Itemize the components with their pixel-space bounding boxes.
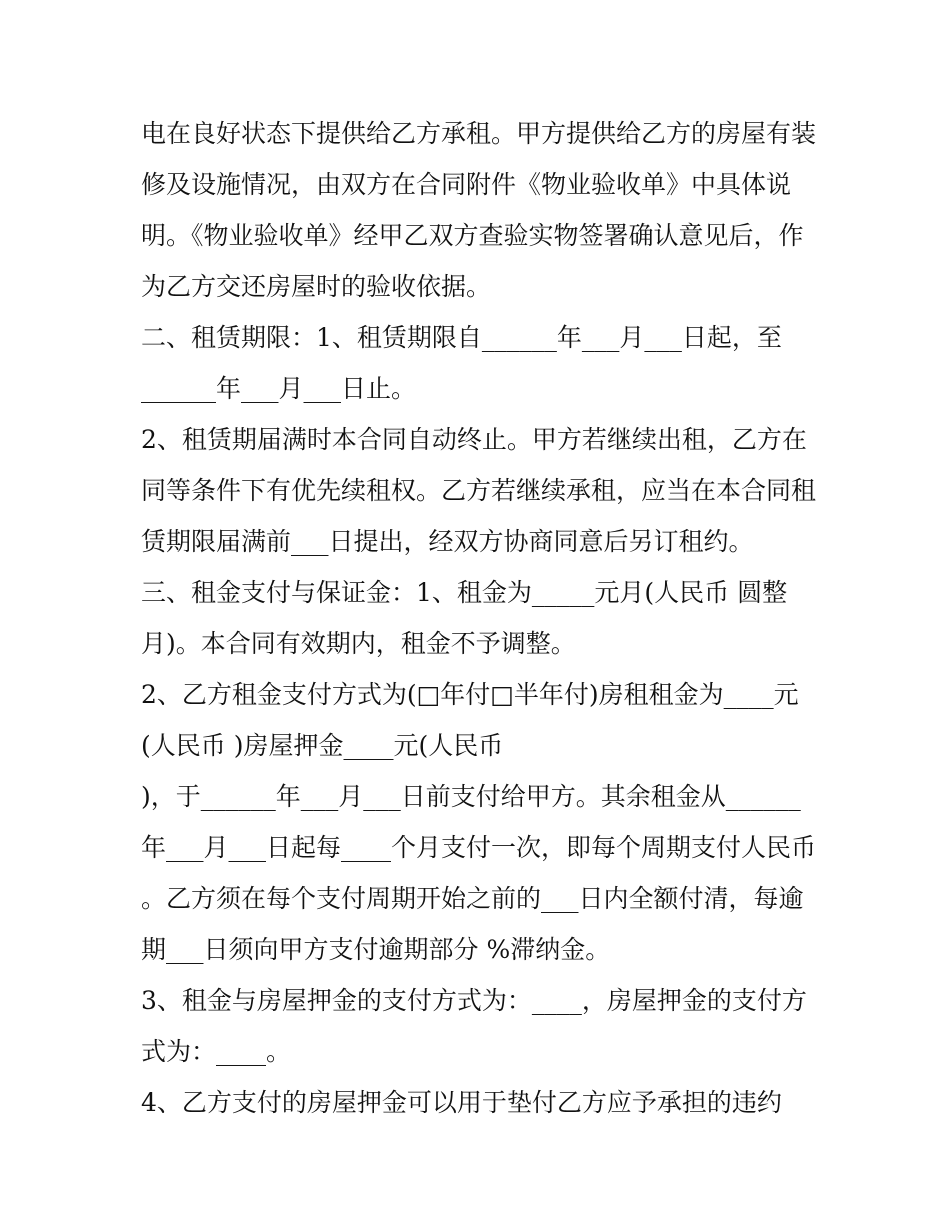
text-line: 二、租赁期限：1、租赁期限自______年___月___日起，至 (141, 323, 782, 352)
text-line: 月)。本合同有效期内，租金不予调整。 (141, 629, 576, 658)
text-line: 明。《物业验收单》经甲乙双方查验实物签署确认意见后，作 (141, 221, 804, 250)
text-line: ______年___月___日止。 (141, 374, 417, 403)
text-line: 赁期限届满前___日提出，经双方协商同意后另订租约。 (141, 527, 754, 556)
text-line: 式为：____。 (141, 1037, 292, 1066)
text-line: 3、租金与房屋押金的支付方式为：____，房屋押金的支付方 (141, 986, 807, 1015)
text-line: 2、乙方租金支付方式为(□年付□半年付)房租租金为____元 (141, 680, 799, 709)
text-line: 三、租金支付与保证金：1、租金为_____元月(人民币 圆整 (141, 578, 788, 607)
text-line: 期___日须向甲方支付逾期部分 %滞纳金。 (141, 935, 611, 964)
text-line: 4、乙方支付的房屋押金可以用于垫付乙方应予承担的违约 (141, 1088, 782, 1117)
text-line: 2、租赁期届满时本合同自动终止。甲方若继续出租，乙方在 (141, 425, 807, 454)
text-line: 。乙方须在每个支付周期开始之前的___日内全额付清，每逾 (141, 884, 804, 913)
text-line: 为乙方交还房屋时的验收依据。 (141, 272, 492, 301)
text-line: (人民币 )房屋押金____元(人民币 (141, 731, 504, 760)
text-line: )，于______年___月___日前支付给甲方。其余租金从______ (141, 782, 801, 811)
text-line: 电在良好状态下提供给乙方承租。甲方提供给乙方的房屋有装 (141, 119, 817, 148)
text-line: 修及设施情况，由双方在合同附件《物业验收单》中具体说 (141, 170, 792, 199)
contract-text (141, 108, 831, 1128)
text-line: 年___月___日起每____个月支付一次，即每个周期支付人民币 (141, 833, 817, 862)
text-line: 同等条件下有优先续租权。乙方若继续承租，应当在本合同租 (141, 476, 817, 505)
